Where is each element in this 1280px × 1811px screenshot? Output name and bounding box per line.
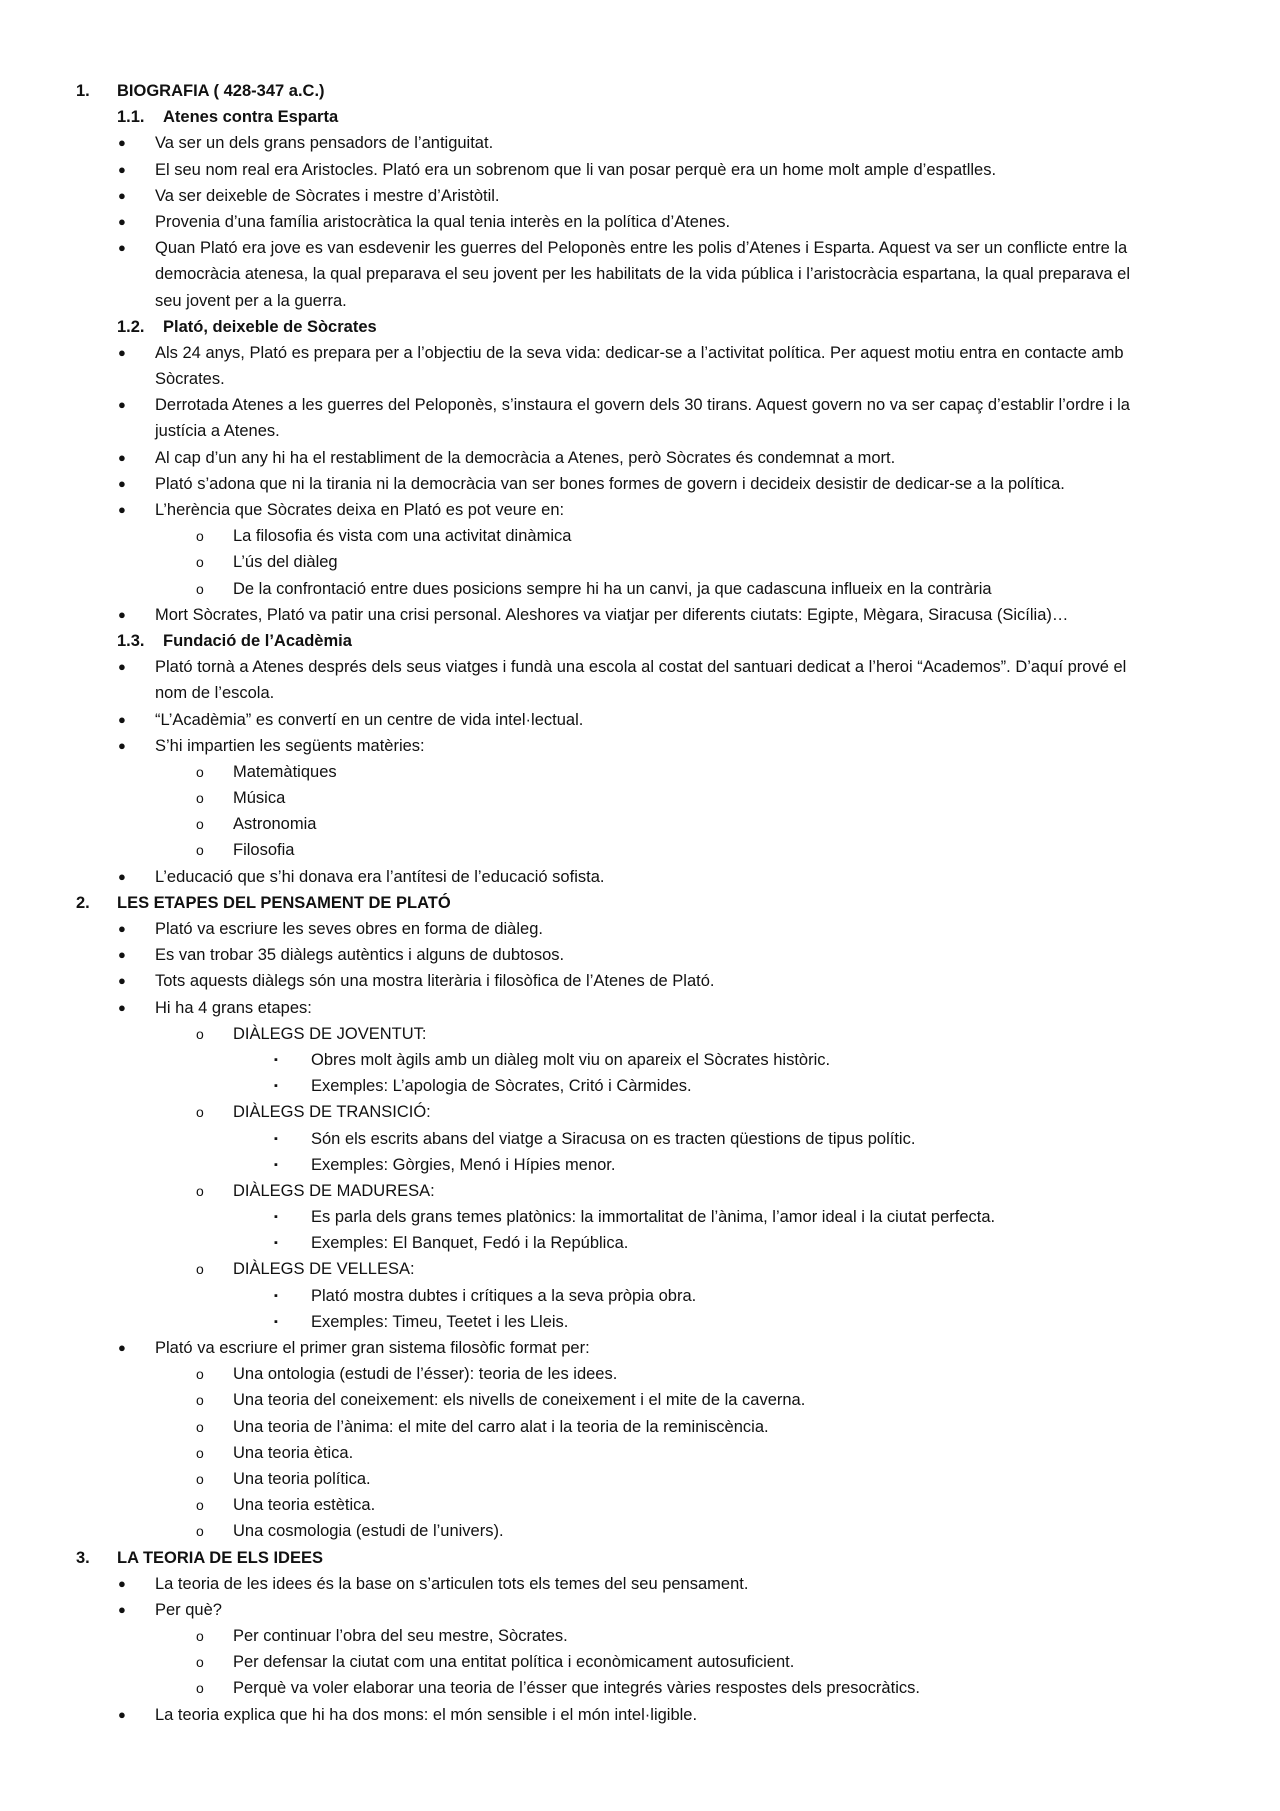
circle-item — [0, 1649, 1280, 1675]
square-bullet-icon: ▪ — [274, 1053, 278, 1066]
square-item — [0, 1152, 1280, 1178]
bullet-text: La teoria explica que hi ha dos mons: el món sensible i el món intel·ligible. — [155, 1705, 698, 1724]
bullet-icon: ● — [118, 999, 126, 1015]
bullet-text: Es van trobar 35 diàlegs autèntics i alguns de dubtosos. — [155, 946, 565, 965]
circle-item — [0, 1675, 1280, 1701]
square-item-text: Es parla dels grans temes platònics: la immortalitat de l’ànima, l’amor ideal i la ciutat perfecta. — [311, 1208, 996, 1227]
bullet-text: Plató va escriure les seves obres en forma de diàleg. — [155, 920, 543, 938]
subsection-heading — [0, 628, 1280, 654]
bullet-text: Quan Plató era jove es van esdevenir les guerres del Peloponès entre les polis d’Atenes i Esparta. Aquest va ser un conflicte entre la — [155, 239, 1128, 258]
bullet-item — [0, 130, 1280, 156]
bullet-text: Derrotada Atenes a les guerres del Peloponès, s’instaura el govern dels 30 tirans. Aquest govern no va ser capaç d’establir l’ordre i la — [155, 396, 1130, 415]
bullet-item — [0, 497, 1280, 523]
square-item-text: Exemples: Timeu, Teetet i les Lleis. — [311, 1312, 569, 1331]
bullet-text: Va ser un dels grans pensadors de l’antiguitat. — [155, 134, 494, 153]
bullet-item — [0, 445, 1280, 471]
bullet-icon: ● — [118, 397, 126, 413]
circle-item — [0, 1518, 1280, 1544]
circle-item — [0, 549, 1280, 575]
bullet-icon: ● — [118, 240, 126, 256]
circle-bullet-icon: o — [196, 1025, 204, 1042]
bullet-text: Hi ha 4 grans etapes: — [155, 998, 312, 1017]
circle-item — [0, 1623, 1280, 1649]
bullet-icon: ● — [118, 502, 126, 517]
square-bullet-icon: ▪ — [274, 1158, 278, 1171]
bullet-text: justícia a Atenes. — [155, 422, 280, 441]
bullet-item — [0, 392, 1280, 418]
bullet-icon: ● — [118, 449, 126, 465]
circle-item — [0, 1492, 1280, 1518]
bullet-item — [0, 654, 1280, 680]
section-heading — [0, 890, 1280, 916]
circle-item — [0, 1256, 1280, 1282]
subsection-title: Atenes contra Esparta — [163, 108, 339, 127]
circle-bullet-icon: o — [196, 528, 204, 545]
subsection-title: Plató, deixeble de Sòcrates — [163, 317, 377, 336]
circle-item-text: DIÀLEGS DE JOVENTUT: — [233, 1024, 427, 1043]
circle-item-text: De la confrontació entre dues posicions sempre hi ha un canvi, ja que cadascuna influeix en la contrària — [233, 579, 992, 598]
bullet-text: La teoria de les idees és la base on s’articulen tots els temes del seu pensament. — [155, 1574, 749, 1593]
subsection-number: 1.1. — [117, 108, 145, 127]
square-item — [0, 1204, 1280, 1230]
bullet-text: Per què? — [155, 1600, 222, 1619]
circle-bullet-icon: o — [196, 763, 204, 780]
bullet-text: S’hi impartien les següents matèries: — [155, 736, 425, 755]
circle-item — [0, 1387, 1280, 1413]
circle-item-text: Perquè va voler elaborar una teoria de l’ésser que integrés vàries respostes dels presocràtics. — [233, 1679, 920, 1698]
bullet-item — [0, 1702, 1280, 1728]
subsection-title: Fundació de l’Acadèmia — [163, 631, 352, 650]
bullet-icon: ● — [118, 868, 126, 884]
square-item-text: Plató mostra dubtes i crítiques a la seva pròpia obra. — [311, 1286, 697, 1305]
bullet-item — [0, 235, 1280, 261]
bullet-text: Plató va escriure el primer gran sistema filosòfic format per: — [155, 1339, 590, 1357]
square-bullet-icon: ▪ — [274, 1132, 278, 1145]
bullet-icon: ● — [118, 187, 126, 203]
circle-bullet-icon: o — [196, 1444, 204, 1461]
circle-bullet-icon: o — [196, 790, 204, 807]
section-title: LA TEORIA DE ELS IDEES — [117, 1548, 323, 1567]
bullet-item — [0, 183, 1280, 209]
circle-bullet-icon: o — [196, 842, 204, 859]
circle-item — [0, 1414, 1280, 1440]
square-bullet-icon: ▪ — [274, 1237, 278, 1250]
circle-item-text: Filosofia — [233, 841, 295, 860]
circle-bullet-icon: o — [196, 1523, 204, 1540]
bullet-continuation — [0, 261, 1280, 287]
circle-item — [0, 1099, 1280, 1125]
circle-bullet-icon: o — [196, 1470, 204, 1487]
circle-item-text: Una teoria del coneixement: els nivells de coneixement i el mite de la caverna. — [233, 1391, 806, 1410]
circle-bullet-icon: o — [196, 1366, 204, 1383]
bullet-icon: ● — [118, 161, 126, 177]
square-item — [0, 1309, 1280, 1335]
document-body — [0, 78, 1280, 1728]
circle-bullet-icon: o — [196, 1680, 204, 1697]
circle-bullet-icon: o — [196, 816, 204, 833]
bullet-item — [0, 733, 1280, 759]
bullet-icon: ● — [118, 711, 126, 727]
circle-item — [0, 785, 1280, 811]
circle-item-text: Una teoria de l’ànima: el mite del carro alat i la teoria de la reminiscència. — [233, 1417, 769, 1436]
bullet-text: nom de l’escola. — [155, 684, 275, 703]
circle-item-text: DIÀLEGS DE MADURESA: — [233, 1181, 435, 1200]
section-title: LES ETAPES DEL PENSAMENT DE PLATÓ — [117, 893, 451, 912]
bullet-item — [0, 942, 1280, 968]
circle-bullet-icon: o — [196, 1261, 204, 1278]
circle-item — [0, 1440, 1280, 1466]
circle-bullet-icon: o — [196, 580, 204, 597]
bullet-icon: ● — [118, 135, 126, 151]
square-bullet-icon: ▪ — [274, 1315, 278, 1328]
circle-item-text: Astronomia — [233, 815, 317, 834]
bullet-item — [0, 1335, 1280, 1361]
square-item-text: Obres molt àgils amb un diàleg molt viu on apareix el Sòcrates històric. — [311, 1050, 831, 1069]
circle-item-text: Música — [233, 789, 286, 808]
bullet-text: Sòcrates. — [155, 370, 225, 389]
square-item — [0, 1047, 1280, 1073]
square-item — [0, 1126, 1280, 1152]
bullet-text: Als 24 anys, Plató es prepara per a l’objectiu de la seva vida: dedicar-se a l’activitat política. Per aquest motiu entra en contacte amb — [155, 343, 1124, 362]
square-bullet-icon: ▪ — [274, 1289, 278, 1302]
bullet-item — [0, 1571, 1280, 1597]
subsection-number: 1.2. — [117, 317, 145, 336]
section-number: 2. — [76, 893, 90, 912]
circle-item-text: Una teoria política. — [233, 1469, 371, 1488]
circle-item — [0, 1361, 1280, 1387]
circle-item — [0, 1178, 1280, 1204]
bullet-item — [0, 157, 1280, 183]
circle-item-text: Una teoria estètica. — [233, 1496, 376, 1515]
bullet-continuation — [0, 366, 1280, 392]
circle-bullet-icon: o — [196, 1182, 204, 1199]
circle-item-text: Matemàtiques — [233, 762, 337, 781]
bullet-item — [0, 1597, 1280, 1623]
bullet-text: Provenia d’una família aristocràtica la qual tenia interès en la política d’Atenes. — [155, 212, 731, 231]
circle-bullet-icon: o — [196, 554, 204, 571]
circle-item-text: DIÀLEGS DE VELLESA: — [233, 1260, 415, 1279]
circle-item-text: Una ontologia (estudi de l’ésser): teoria de les idees. — [233, 1365, 618, 1384]
bullet-text: democràcia atenesa, la qual preparava el seu jovent per les habilitats de la vida pública i l’aristocràcia espartana, la qual preparava el — [155, 265, 1130, 284]
square-item — [0, 1230, 1280, 1256]
section-title: BIOGRAFIA ( 428-347 a.C.) — [117, 82, 325, 100]
bullet-continuation — [0, 418, 1280, 444]
bullet-text: L’educació que s’hi donava era l’antítesi de l’educació sofista. — [155, 867, 605, 886]
circle-item-text: Per defensar la ciutat com una entitat política i econòmicament autosuficient. — [233, 1653, 795, 1672]
subsection-number: 1.3. — [117, 631, 145, 650]
bullet-icon: ● — [118, 1706, 126, 1722]
bullet-icon: ● — [118, 1601, 126, 1617]
bullet-text: Al cap d’un any hi ha el restabliment de la democràcia a Atenes, però Sòcrates és condemnat a mort. — [155, 448, 896, 467]
bullet-text: L’herència que Sòcrates deixa en Plató es pot veure en: — [155, 501, 565, 519]
bullet-icon: ● — [118, 1575, 126, 1591]
section-heading — [0, 1545, 1280, 1571]
square-item-text: Exemples: L’apologia de Sòcrates, Critó i Càrmides. — [311, 1077, 692, 1096]
bullet-text: Plató tornà a Atenes després dels seus viatges i fundà una escola al costat del santuari dedicat a l’heroi “Academos”. D’aquí prové el — [155, 658, 1127, 677]
circle-item — [0, 1021, 1280, 1047]
bullet-text: El seu nom real era Aristocles. Plató era un sobrenom que li van posar perquè era un home molt ample d’espatlles. — [155, 160, 997, 179]
bullet-item — [0, 916, 1280, 942]
bullet-icon: ● — [118, 659, 126, 675]
subsection-heading — [0, 104, 1280, 130]
bullet-item — [0, 968, 1280, 994]
bullet-item — [0, 707, 1280, 733]
square-item-text: Exemples: El Banquet, Fedó i la República. — [311, 1234, 629, 1253]
circle-item — [0, 1466, 1280, 1492]
circle-item — [0, 576, 1280, 602]
bullet-icon: ● — [118, 921, 126, 936]
bullet-continuation — [0, 680, 1280, 706]
bullet-icon: ● — [118, 1340, 126, 1355]
bullet-text: Plató s’adona que ni la tirania ni la democràcia van ser bones formes de govern i decideix desistir de dedicar-se a la política. — [155, 474, 1065, 493]
circle-item — [0, 523, 1280, 549]
bullet-icon: ● — [118, 475, 126, 491]
circle-bullet-icon: o — [196, 1104, 204, 1121]
square-item-text: Exemples: Gòrgies, Menó i Hípies menor. — [311, 1155, 616, 1174]
bullet-icon: ● — [118, 606, 126, 622]
circle-bullet-icon: o — [196, 1418, 204, 1435]
square-bullet-icon: ▪ — [274, 1080, 278, 1093]
circle-bullet-icon: o — [196, 1392, 204, 1409]
bullet-item — [0, 471, 1280, 497]
square-item-text: Són els escrits abans del viatge a Siracusa on es tracten qüestions de tipus polític. — [311, 1129, 916, 1148]
bullet-icon: ● — [118, 213, 126, 229]
square-item — [0, 1283, 1280, 1309]
section-heading — [0, 78, 1280, 104]
circle-item — [0, 837, 1280, 863]
bullet-icon: ● — [118, 973, 126, 989]
bullet-item — [0, 602, 1280, 628]
bullet-item — [0, 340, 1280, 366]
circle-item-text: Una cosmologia (estudi de l’univers). — [233, 1522, 504, 1541]
circle-item-text: Una teoria ètica. — [233, 1443, 354, 1462]
bullet-icon: ● — [118, 947, 126, 963]
circle-item-text: L’ús del diàleg — [233, 553, 338, 572]
circle-bullet-icon: o — [196, 1654, 204, 1671]
circle-item — [0, 759, 1280, 785]
section-number: 1. — [76, 82, 90, 100]
bullet-item — [0, 995, 1280, 1021]
bullet-text: Va ser deixeble de Sòcrates i mestre d’Aristòtil. — [155, 186, 500, 205]
bullet-icon: ● — [118, 737, 126, 753]
bullet-text: Mort Sòcrates, Plató va patir una crisi personal. Aleshores va viatjar per diferents ciutats: Egipte, Mègara, Siracusa (Sicília)… — [155, 605, 1069, 624]
bullet-text: “L’Acadèmia” es convertí en un centre de vida intel·lectual. — [155, 710, 584, 729]
bullet-text: Tots aquests diàlegs són una mostra literària i filosòfica de l’Atenes de Plató. — [155, 972, 715, 991]
square-item — [0, 1073, 1280, 1099]
subsection-heading — [0, 314, 1280, 340]
circle-item-text: La filosofia és vista com una activitat dinàmica — [233, 527, 572, 546]
circle-bullet-icon: o — [196, 1497, 204, 1514]
circle-item — [0, 811, 1280, 837]
bullet-continuation — [0, 288, 1280, 314]
square-bullet-icon: ▪ — [274, 1211, 278, 1224]
bullet-text: seu jovent per a la guerra. — [155, 291, 347, 310]
bullet-icon: ● — [118, 344, 126, 360]
circle-item-text: Per continuar l’obra del seu mestre, Sòcrates. — [233, 1627, 568, 1646]
bullet-item — [0, 209, 1280, 235]
circle-item-text: DIÀLEGS DE TRANSICIÓ: — [233, 1103, 431, 1122]
circle-bullet-icon: o — [196, 1628, 204, 1645]
bullet-item — [0, 864, 1280, 890]
section-number: 3. — [76, 1548, 90, 1567]
